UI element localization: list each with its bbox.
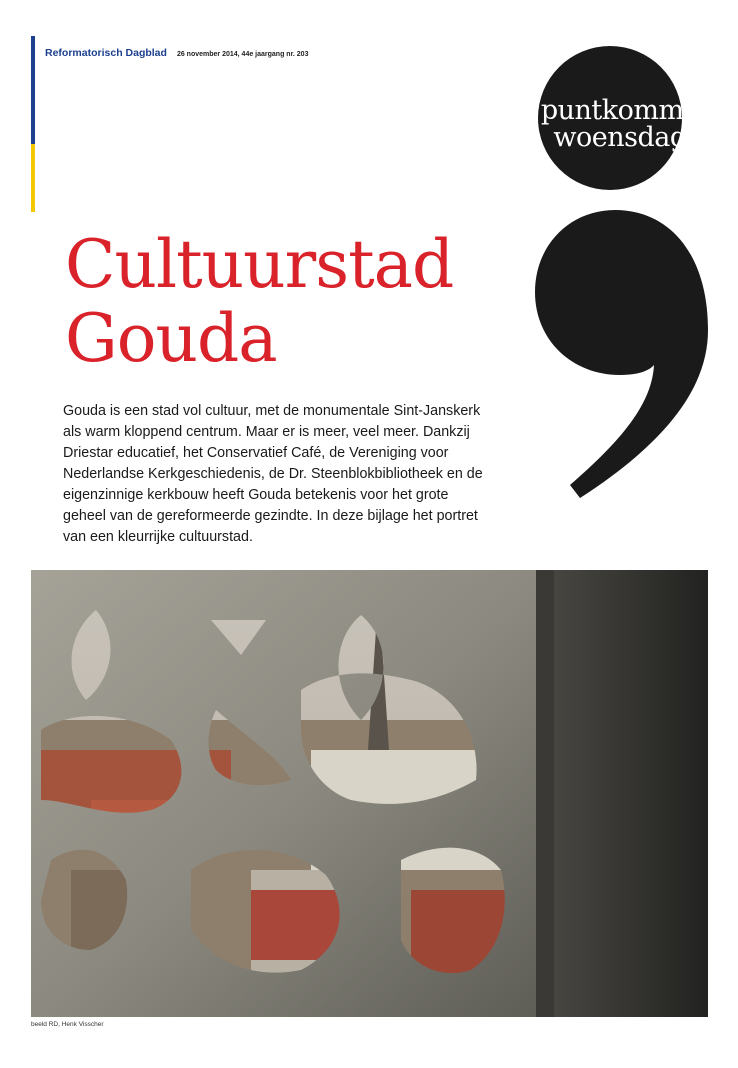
- logo-subtitle: woensdag: [553, 122, 687, 153]
- logo-title: puntkomma: [540, 95, 700, 126]
- headline-line-2: Gouda: [65, 300, 277, 377]
- tracery-view-image: [31, 570, 708, 1017]
- headline-line-1: Cultuurstad: [65, 226, 454, 303]
- brand-strip-blue: [31, 36, 35, 144]
- issue-info: 26 november 2014, 44e jaargang nr. 203: [176, 51, 309, 58]
- brand-strip-yellow: [31, 144, 35, 212]
- masthead: [45, 47, 308, 59]
- photo-credit: beeld RD, Henk Visscher: [31, 1021, 104, 1028]
- newspaper-name: Reformatorisch Dagblad: [45, 47, 167, 59]
- intro-paragraph: Gouda is een stad vol cultuur, met de monumentale Sint-Janskerk als warm kloppend centrum. Maar er is meer, veel meer. Dankzij Driestar educatief, het Conservatief Café, de Vereniging voor Nederlandse Kerkgeschiedenis, de Dr. Steenblokbibliotheek en de eigenzinnige kerkbouw heeft Gouda betekenis voor het grote geheel van de gereformeerde gezindte. In deze bijlage het portret van een kleurrijke cultuurstad.: [63, 403, 483, 545]
- page-title: [65, 228, 525, 376]
- cover-photo: [31, 570, 708, 1017]
